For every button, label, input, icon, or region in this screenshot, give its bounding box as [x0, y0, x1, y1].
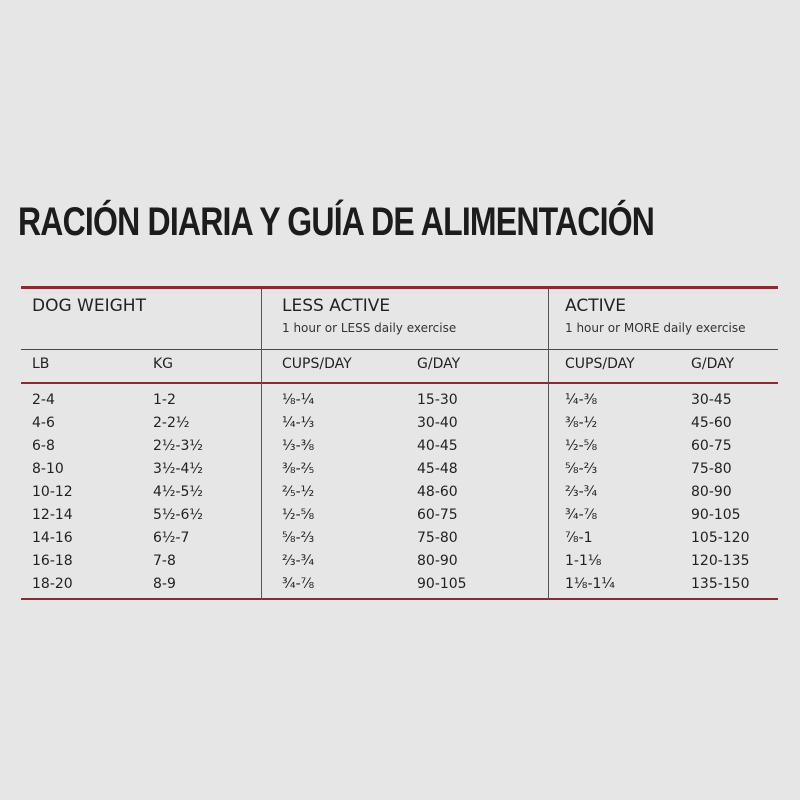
cell-lb: 6-8	[32, 438, 55, 454]
cell-lb: 16-18	[32, 553, 73, 569]
cell-lb: 10-12	[32, 484, 73, 500]
cell-grams-active: 45-60	[691, 415, 732, 431]
cell-cups-active: ⅔-¾	[565, 484, 598, 500]
cell-cups-less-active: ⅓-⅜	[282, 438, 315, 454]
cell-lb: 12-14	[32, 507, 73, 523]
cell-lb: 4-6	[32, 415, 55, 431]
cell-grams-less-active: 90-105	[417, 576, 467, 592]
cell-cups-active: ⅜-½	[565, 415, 598, 431]
cell-cups-less-active: ²⁄₅-½	[282, 484, 315, 500]
cell-lb: 14-16	[32, 530, 73, 546]
cell-lb: 8-10	[32, 461, 64, 477]
cell-grams-less-active: 30-40	[417, 415, 458, 431]
group-subtitle-active: 1 hour or MORE daily exercise	[565, 321, 746, 335]
feeding-table	[21, 286, 778, 600]
cell-grams-active: 30-45	[691, 392, 732, 408]
column-header-cups-less-active: CUPS/DAY	[282, 356, 352, 372]
cell-kg: 4½-5½	[153, 484, 204, 500]
column-header-kg: KG	[153, 356, 174, 372]
cell-grams-less-active: 40-45	[417, 438, 458, 454]
cell-grams-active: 80-90	[691, 484, 732, 500]
cell-cups-less-active: ⅛-¼	[282, 392, 315, 408]
cell-kg: 2½-3½	[153, 438, 204, 454]
cell-cups-active: ¼-⅜	[565, 392, 598, 408]
table-row	[21, 482, 778, 505]
cell-grams-less-active: 75-80	[417, 530, 458, 546]
cell-cups-less-active: ⅜-²⁄₅	[282, 461, 315, 477]
table-row	[21, 528, 778, 551]
cell-grams-less-active: 60-75	[417, 507, 458, 523]
cell-cups-active: ¾-⅞	[565, 507, 598, 523]
cell-cups-active: ⅞-1	[565, 530, 593, 546]
cell-cups-less-active: ¾-⅞	[282, 576, 315, 592]
table-row	[21, 505, 778, 528]
page-title: RACIÓN DIARIA Y GUÍA DE ALIMENTACIÓN	[18, 200, 655, 244]
cell-cups-less-active: ⅔-¾	[282, 553, 315, 569]
cell-kg: 3½-4½	[153, 461, 204, 477]
column-header-grams-active: G/DAY	[691, 356, 735, 372]
cell-kg: 8-9	[153, 576, 176, 592]
group-title-less-active: LESS ACTIVE	[282, 296, 391, 316]
table-row	[21, 574, 778, 597]
cell-kg: 6½-7	[153, 530, 190, 546]
cell-grams-less-active: 48-60	[417, 484, 458, 500]
cell-grams-less-active: 45-48	[417, 461, 458, 477]
column-header-cups-active: CUPS/DAY	[565, 356, 635, 372]
cell-kg: 5½-6½	[153, 507, 204, 523]
cell-grams-active: 60-75	[691, 438, 732, 454]
cell-kg: 1-2	[153, 392, 176, 408]
cell-grams-less-active: 15-30	[417, 392, 458, 408]
table-body	[21, 390, 778, 597]
cell-kg: 7-8	[153, 553, 176, 569]
cell-cups-active: 1-1⅛	[565, 553, 602, 569]
cell-grams-active: 135-150	[691, 576, 750, 592]
table-group-rule	[21, 349, 778, 350]
table-row	[21, 436, 778, 459]
cell-cups-less-active: ½-⅝	[282, 507, 315, 523]
cell-grams-active: 90-105	[691, 507, 741, 523]
cell-grams-less-active: 80-90	[417, 553, 458, 569]
group-title-dog-weight: DOG WEIGHT	[32, 296, 146, 316]
column-header-lb: LB	[32, 356, 50, 372]
table-top-rule	[21, 286, 778, 289]
cell-lb: 2-4	[32, 392, 55, 408]
table-row	[21, 459, 778, 482]
table-bottom-rule	[21, 598, 778, 600]
cell-cups-active: 1⅛-1¼	[565, 576, 616, 592]
cell-cups-active: ⅝-⅔	[565, 461, 598, 477]
column-header-grams-less-active: G/DAY	[417, 356, 461, 372]
cell-cups-less-active: ⅝-⅔	[282, 530, 315, 546]
table-row	[21, 551, 778, 574]
cell-cups-active: ½-⅝	[565, 438, 598, 454]
group-subtitle-less-active: 1 hour or LESS daily exercise	[282, 321, 457, 335]
table-row	[21, 413, 778, 436]
cell-cups-less-active: ¼-⅓	[282, 415, 315, 431]
cell-grams-active: 75-80	[691, 461, 732, 477]
cell-lb: 18-20	[32, 576, 73, 592]
cell-kg: 2-2½	[153, 415, 190, 431]
cell-grams-active: 120-135	[691, 553, 750, 569]
cell-grams-active: 105-120	[691, 530, 750, 546]
group-title-active: ACTIVE	[565, 296, 626, 316]
table-header-rule	[21, 382, 778, 384]
table-row	[21, 390, 778, 413]
